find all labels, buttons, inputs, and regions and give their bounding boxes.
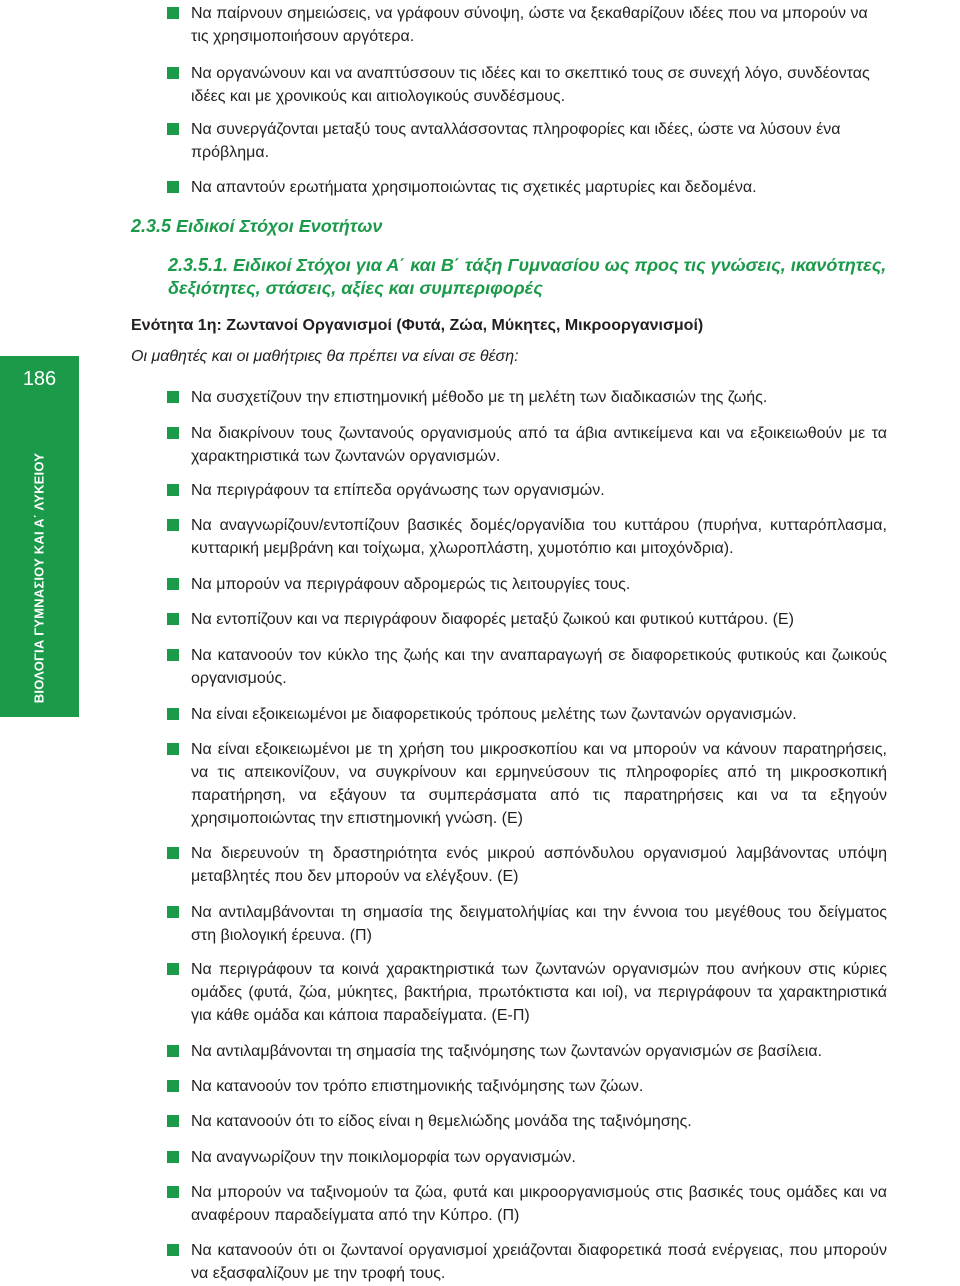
list-item-text: Να κατανοούν ότι το είδος είναι η θεμελιώδης μονάδα της ταξινόμησης. [191,1113,692,1130]
list-item-text: Να μπορούν να ταξινομούν τα ζώα, φυτά και μικροοργανισμούς στις βασικές τους ομάδες και να αναφέρουν παραδείγματα από την Κύπρο. (Π) [191,1184,887,1224]
list-item-text: Να αναγνωρίζουν/εντοπίζουν βασικές δομές/οργανίδια του κυττάρου (πυρήνα, κυτταρόπλασμα, κυτταρική μεμβράνη και τοίχωμα, χλωροπλάστη, χυμοτόπιο και μιτοχόνδρια). [191,517,887,557]
list-item [167,1181,887,1227]
list-item-text: Να παίρνουν σημειώσεις, να γράφουν σύνοψη, ώστε να ξεκαθαρίζουν ιδέες που να μπορούν να τις χρησιμοποιήσουν αργότερα. [191,5,868,45]
list-item-text: Να περιγράφουν τα κοινά χαρακτηριστικά των ζωντανών οργανισμών που ανήκουν στις κύριες ομάδες (φυτά, ζώα, μύκητες, βακτήρια, πρωτόκτιστα και ιοί), να περιγράφουν τα χαρακτηριστικά για κάθε ομάδα και κάποια παραδείγματα. (Ε-Π) [191,961,887,1024]
list-item-text: Να μπορούν να περιγράφουν αδρομερώς τις λειτουργίες τους. [191,576,631,593]
square-bullet-icon [167,906,179,918]
list-item [167,1075,887,1098]
list-item [167,703,887,726]
list-item-text: Να αντιλαμβάνονται τη σημασία της δειγματολήψίας και την έννοια του μεγέθους του δείγματος στη βιολογική έρευνα. (Π) [191,904,887,944]
list-item-text: Να κατανοούν ότι οι ζωντανοί οργανισμοί χρειάζονται διαφορετικά ποσά ενέργειας, που μπορούν να εξασφαλίζουν με την τροφή τους. [191,1242,887,1282]
list-item-text: Να οργανώνουν και να αναπτύσσουν τις ιδέες και το σκεπτικό τους σε συνεχή λόγο, συνδέοντας ιδέες και με χρονικούς και αιτιολογικούς συνδέσμους. [191,65,870,105]
list-item [167,1239,887,1285]
square-bullet-icon [167,1115,179,1127]
list-item [167,573,887,596]
square-bullet-icon [167,1045,179,1057]
list-item [167,644,887,690]
list-item [167,2,887,48]
square-bullet-icon [167,578,179,590]
square-bullet-icon [167,1244,179,1256]
list-item [167,62,887,108]
square-bullet-icon [167,123,179,135]
list-item [167,842,887,888]
list-item-text: Να αντιλαμβάνονται τη σημασία της ταξινόμησης των ζωντανών οργανισμών σε βασίλεια. [191,1043,823,1060]
square-bullet-icon [167,1151,179,1163]
list-item-text: Να συνεργάζονται μεταξύ τους ανταλλάσσοντας πληροφορίες και ιδέες, ώστε να λύσουν ένα πρόβλημα. [191,121,841,161]
square-bullet-icon [167,847,179,859]
list-item-text: Να απαντούν ερωτήματα χρησιμοποιώντας τις σχετικές μαρτυρίες και δεδομένα. [191,179,757,196]
list-item [167,1040,887,1063]
list-item [167,1146,887,1169]
list-item [167,958,887,1027]
page-number: 186 [22,368,57,390]
square-bullet-icon [167,67,179,79]
square-bullet-icon [167,1186,179,1198]
list-item [167,479,887,502]
square-bullet-icon [167,963,179,975]
list-item [167,514,887,560]
list-item [167,901,887,947]
list-item-text: Να συσχετίζουν την επιστημονική μέθοδο με τη μελέτη των διαδικασιών της ζωής. [191,389,768,406]
square-bullet-icon [167,613,179,625]
list-item-text: Να διακρίνουν τους ζωντανούς οργανισμούς από τα άβια αντικείμενα και να εξοικειωθούν με τα χαρακτηριστικά των ζωντανών οργανισμών. [191,425,887,465]
list-item-text: Να κατανοούν τον τρόπο επιστημονικής ταξινόμησης των ζώων. [191,1078,644,1095]
section-heading: 2.3.5 Ειδικοί Στόχοι Ενοτήτων [131,216,383,236]
list-item-text: Να περιγράφουν τα επίπεδα οργάνωσης των οργανισμών. [191,482,605,499]
list-item-text: Να κατανοούν τον κύκλο της ζωής και την αναπαραγωγή σε διαφορετικούς φυτικούς και ζωικούς οργανισμούς. [191,647,887,687]
square-bullet-icon [167,743,179,755]
square-bullet-icon [167,391,179,403]
list-item [167,738,887,830]
list-item-text: Να είναι εξοικειωμένοι με τη χρήση του μικροσκοπίου και να μπορούν να κάνουν παρατηρήσεις, να τις απεικονίζουν, να συγκρίνουν και ερμηνεύσουν τις πληροφορίες από τη μικροσκοπική παρατήρηση, να εξάγουν τα συμπεράσματα από τις παρατηρήσεις και να τα εξηγούν χρησιμοποιώντας την επιστημονική γνώση. (Ε) [191,741,887,827]
square-bullet-icon [167,1080,179,1092]
list-item [167,608,887,631]
sidebar-vertical-title-text: ΒΙΟΛΟΓΙΑ ΓΥΜΝΑΣΙΟΥ ΚΑΙ Α΄ ΛΥΚΕΙΟΥ [31,452,47,704]
square-bullet-icon [167,7,179,19]
square-bullet-icon [167,519,179,531]
list-item [167,1110,887,1133]
list-item [167,176,887,199]
list-item-text: Να εντοπίζουν και να περιγράφουν διαφορές μεταξύ ζωικού και φυτικού κυττάρου. (Ε) [191,611,794,628]
list-item-text: Να είναι εξοικειωμένοι με διαφορετικούς τρόπους μελέτης των ζωντανών οργανισμών. [191,706,797,723]
square-bullet-icon [167,708,179,720]
unit-title: Ενότητα 1η: Ζωντανοί Οργανισμοί (Φυτά, Ζώα, Μύκητες, Μικροοργανισμοί) [131,317,704,334]
list-item-text: Να διερευνούν τη δραστηριότητα ενός μικρού ασπόνδυλου οργανισμού λαμβάνοντας υπόψη μεταβλητές που δεν μπορούν να ελέγξουν. (Ε) [191,845,887,885]
square-bullet-icon [167,484,179,496]
list-item-text: Να αναγνωρίζουν την ποικιλομορφία των οργανισμών. [191,1149,576,1166]
intro-text: Οι μαθητές και οι μαθήτριες θα πρέπει να είναι σε θέση: [131,348,519,365]
square-bullet-icon [167,427,179,439]
list-item [167,386,887,409]
square-bullet-icon [167,649,179,661]
list-item [167,118,887,164]
list-item [167,422,887,468]
subsection-heading: 2.3.5.1. Ειδικοί Στόχοι για Α΄ και Β΄ τάξη Γυμνασίου ως προς τις γνώσεις, ικανότητες, δεξιότητες, στάσεις, αξίες και συμπεριφορές [168,255,887,298]
square-bullet-icon [167,181,179,193]
